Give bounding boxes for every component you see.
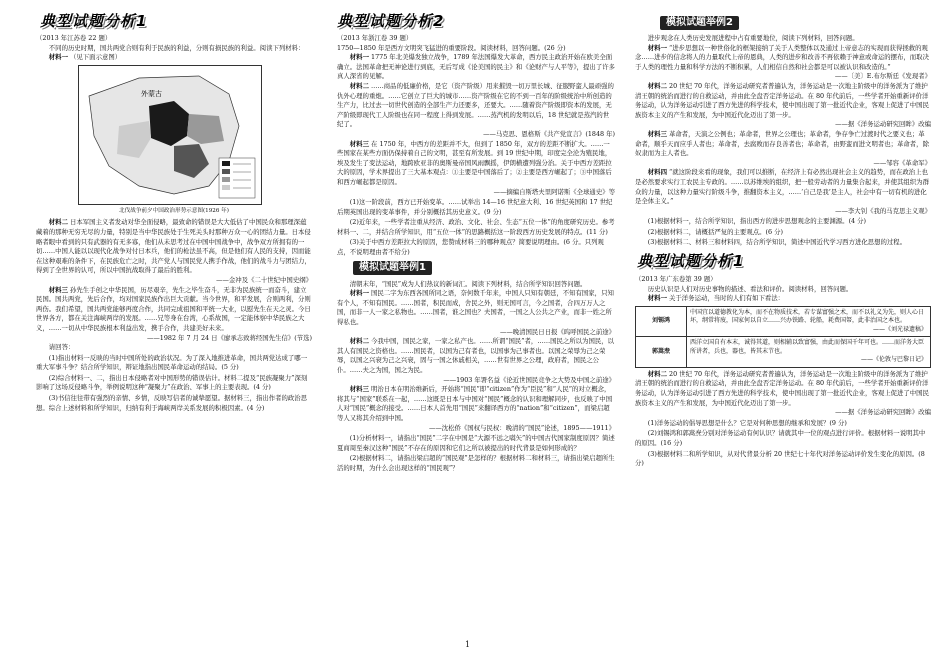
col2-sq1: (1)分析材料一，请指出“国民”二字在中国是“大源不远之嚆矢”的中国古代国家制度原因？简述夏商周至秦汉这种“国民”不存在的原因和它们之所以被提出的时代背景是如何形成的？ — [337, 434, 615, 452]
col3-sub-banner: 典型试题分析1 — [637, 252, 745, 271]
col3-m4-src: ——李大钊《我的马克思主义观》 — [835, 206, 931, 215]
map-graphic — [79, 66, 261, 204]
col2-sub-banner: 模拟试题举例1 — [353, 261, 432, 275]
col3-m2-src: ——据《洋务运动研究回眸》改编 — [835, 120, 931, 129]
column-3 — [635, 34, 931, 469]
col2-s3-text: 明治日本在明治维新后，开始将“国民”即“citizen”作为“臣民”和“人民”的对立概念，将其与“国家”联系在一起，……这既是日本与中国对“国民”概念的认识和理解同步，也反映了中国人对“国民”概念的接受。……日本人首先用“国民”来翻译西方的“nation”和“citizen”，而梁启超等人又将其介绍到中国。 — [337, 385, 613, 422]
col1-m3-label: 材料三 — [48, 285, 68, 294]
col3-intro2: 历史认识是人们对历史事物的描述、看法和评价。阅读材料，回答问题。 — [647, 284, 853, 293]
map-caption: 北伐战争前夕中国政治形势示意图(1926 年) — [119, 207, 229, 214]
col1-q3: (3)书信往往带有强烈的亲情、乡情，反映写信者的诚挚愿望。据材料三，指出作者的政治思想。综合上述材料和所学知识，归纳有利于海峡两岸关系发展的积极因素。(4 分) — [36, 394, 308, 412]
table-head-cell: 郭嵩焘 — [636, 337, 687, 368]
col3-m1-label: 材料一 — [647, 43, 667, 52]
opinion-table — [635, 306, 931, 368]
col2-q1: (1)这一阶段前，西方已开始变革。……试举出 14—16 世纪意大利、16 世纪英国和 17 世纪后期英国出现的变革事件，并分别概括其历史意义。(9 分) — [337, 198, 613, 216]
col3-m2b-src: ——据《洋务运动研究回眸》改编 — [835, 408, 931, 417]
col3-q1: (1)根据材料一，结合所学知识，指出西方的进步思想观念的主要渊源。(4 分) — [647, 217, 867, 226]
table-row — [636, 306, 931, 337]
col2-q2: (2)近年来，一些学者注重从经济、政治、文化、社会、生态“五位一体”的角度研究历史。参考材料一、二，并结合所学知识，用“五位一体”的思路概括这一阶段西方历史发展的特点。(11 分) — [337, 218, 615, 236]
page-number: 1 — [465, 640, 471, 649]
col2-s2-text: 今我中国，国民之家，一家之私产也。……所谓“国民”者，……国民之所以为国民，以其人有国民之资格也。……国民者，以国为己有者也，以国事为己事者也。以国之荣辱为己之荣辱，以国之兴衰为己之兴衰，固与一国之休戚相关，……世有世界之公理，政府者，国民之公仆。……夫之为国，国之为民。 — [337, 337, 615, 374]
col3-m3-text: 革命者，天演之公例也；革命者，世界之公理也；革命者，争存争亡过渡时代之要义也；革命者，顺乎天而应乎人者也；革命者，去腐败而存良善者也；革命者，由野蛮而进文明者也；革命者，除奴隶而为主人者也。 — [635, 129, 929, 158]
col1-banner: 典型试题分析1 — [40, 12, 148, 30]
col1-ask: 请回答： — [48, 343, 75, 352]
col1-m1-note: （见下面示意图） — [70, 53, 122, 62]
col2-m1-text: 1775 年北美爆发独立战争，1789 年法国爆发大革命，西方民主政治开始在欧美全面确立。法国革命把无神论进行到底，无后写成《论美国的民主》和《论财产与人平等》，提出了许多真人深省的见解。 — [337, 53, 615, 81]
col3-q2: (2)根据材料二，请概括严复的主要观点。(6 分) — [647, 227, 783, 236]
table-cell-src: ——《刘光禄遗稿》 — [872, 325, 927, 333]
col1-m2-src: ——金冲及《二十世纪中国史纲》 — [216, 275, 312, 284]
col1-q1: (1)指出材料一反映的当时中国所处的政治状况。为了深入地推进革命，国共两党达成了哪一重大军事斗争？结合所学知识，辩证地指出国民革命运动的结局。(5 分) — [36, 353, 308, 372]
col2-s1-src: ——晚清国民日日报《呜呼国民之前途》 — [499, 327, 615, 336]
col1-m2-label: 材料二 — [48, 218, 68, 227]
col3-m4-text: “就这阶段来看的现象，我们可以推断，在经济上有必然出现社会主义的趋势，而在政治上也是必然要求实行工农民主专政的。……以苏维埃的组织，把一般劳动者的力量集合起来，并使其组织为群众的力量，以这种力量实行阶级斗争，推翻资本主义，……‘自己是我’是主人，社会中有一切有机的进化是全体主义。” — [635, 168, 929, 206]
column-1 — [36, 34, 312, 413]
col1-intro: 不同的历史时期，国共两党合则有利于民族的利益，分则有损民族的利益。阅读下列材料： — [48, 43, 305, 52]
col3-m3-src: ——邹容《革命军》 — [873, 158, 931, 167]
table-cell-text: 西洋立国自有本末，诚得其道，则相辅以致富强，由此而保国千年可也。……而洋务大臣所讲者，兵也，器也，皆其末节也。 — [690, 339, 925, 355]
col3-q3: (3)根据材料二、材料三和材料四，结合所学知识，简述中国近代学习西方进化思想的过程。 — [647, 238, 907, 247]
col3-m2-text: 20 世纪 70 年代，洋务运动研究者普遍认为，洋务运动是一次地主阶级中的洋务派为了维护清王朝的统治而进行的自救运动，并由此全盘否定洋务运动。在 80 年代前后，一些学者开始重新评价洋务运动，认为洋务运动引进了西方先进的科学技术，使中国出现了第一批近代企业，客观上促进了中国民族资本主义的产生和发展，为中国近代化迈出了第一步。 — [635, 81, 929, 119]
table-head-cell: 刘锡鸿 — [636, 306, 687, 337]
col2-s3-src: ——沈松侨《国权与民权：晚清的“国民”论述，1895——1911》 — [428, 423, 615, 432]
col3-q5: (2)刘锡鸿和郭嵩焘分别对洋务运动有何认识？请就其中一位的观点进行评价。根据材料一说明其中的原因。(16 分) — [635, 429, 926, 447]
col2-q3: (3)关于中西方差距拉大的原因，您赞成材料三的哪种观点？简要说明理由。(6 分。只列观点，不说明理由者不给分) — [337, 238, 604, 257]
col2-m3-src: ——摘编自斯塔夫里阿诺斯《全球通史》等 — [493, 187, 615, 196]
col2-s2-src: ——1903 年署名益《论近世国民竞争之大势及中国之前途》 — [443, 375, 615, 384]
col3-intro: 进步观念在人类历史发展进程中占有重要地位，阅读下列材料，回答问题。 — [647, 34, 859, 42]
map-label-outer: 外蒙古 — [141, 89, 162, 98]
table-cell — [687, 306, 931, 337]
col3-m4-label: 材料四 — [647, 168, 667, 177]
column-2 — [337, 34, 615, 474]
col3-banner: 模拟试题举例2 — [660, 16, 739, 30]
col3-m1-text: “进步思想以一种世俗化的框架接纳了关于人类整体以及通过上帝意志的实现而获得拯救的观念……进步的信念将人的力量取代上帝的恩典，人类的进步和改善不再依赖于神意或命运的摆布，而取决于人类的理性力量和科学方法的不断积累，人们相信自然和社会都是可以被认识和改造的。” — [635, 43, 929, 71]
col3-m2b-text: 20 世纪 70 年代，洋务运动研究者普遍认为，洋务运动是一次地主阶级中的洋务派为了维护清王朝的统治而进行的自救运动，并由此全盘否定洋务运动。在 80 年代前后，一些学者开始重新评价洋务运动，认为洋务运动引进了西方先进的科学技术，使中国出现了第一批近代企业，客观上促进了中国民族资本主义的产生和发展，为中国近代化迈出了第一步。 — [635, 369, 929, 407]
col2-sub-intro: 清朝末年，“国民”成为人们热议的新词汇。阅读下列材料，结合所学知识回答问题。 — [349, 279, 587, 288]
col2-m3-label: 材料三 — [349, 139, 369, 148]
table-cell-src: ——《伦敦与巴黎日记》 — [860, 356, 927, 364]
col2-banner: 典型试题分析2 — [337, 12, 445, 30]
col3-t-label: 材料一 — [647, 294, 667, 303]
col2-s2-label: 材料二 — [349, 337, 369, 346]
col3-m2b-label: 材料二 — [647, 369, 667, 378]
col3-m1-src: ——〔美〕E.布尔斯廷《发现者》 — [834, 72, 931, 81]
table-cell-text: 中国宜以道德教化为本，而不在物质技术，若专谋富强之术，而不以礼义为先，则人心日坏，纲常将废，国家何以自立……兴办铁路、轮船，耗费国帑，此非治国之本也。 — [690, 308, 925, 325]
col2-source: （2013 年浙江卷 39 题） — [337, 34, 413, 42]
col2-m2-src: ——马克思、恩格斯《共产党宣言》(1848 年) — [483, 129, 615, 138]
table-cell — [687, 337, 931, 368]
political-map — [78, 65, 262, 205]
col3-q6: (3)根据材料二和所学知识，从对代背景分析 20 世纪七十年代对洋务运动评价发生变化的原因。(8 分) — [635, 449, 925, 468]
col2-m1-label: 材料一 — [349, 53, 369, 62]
col3-m3-label: 材料三 — [647, 129, 667, 138]
col2-m2-text: ……商品的低廉价格，是它（资产阶级）用来摧毁一切万里长城、征服野蛮人最顽强的仇外心理的重炮。……它创立了巨大的城市……资产阶级在它的不到一百年的阶级统治中所创造的生产力，比过去一切世代创造的全部生产力还要多，还要大。……随着资产阶级即资本的发展，无产阶级即现代工人阶级也在同一程度上得到发展。……蒸汽机的发明以后，18 世纪就是蒸汽的世纪了。 — [337, 81, 614, 129]
col2-s1-label: 材料一 — [349, 289, 369, 298]
col3-source2: （2013 年广东卷第 39 题） — [635, 275, 717, 284]
map-legend — [219, 158, 255, 198]
col2-s3-label: 材料三 — [349, 385, 369, 394]
col2-m3-text: 在 1750 年，中西方的差距并不大，但到了 1850 年，双方的差距不断扩大。……一些国家在某些方面仍保持着自己的文明，甚至有所发展。到 19 世纪中期，印度完全沦为殖民地，埃及发生了变法运动，地跨欧亚非的奥斯曼帝国风雨飘摇，伊朗横遭列强分治。关于中西方差距拉大的原因，学术界提出了三大基本观点：①主要是中国落后了；②主要是西方崛起了；③中国落后和西方崛起都是原因。 — [337, 139, 612, 186]
col1-m3-text: 孙先生手创之中华民国，历尽艰辛，先生之毕生奋斗，无非为民族统一而奋斗，建立民国。国共两党，先后合作，均对国家民族作出巨大贡献。当今世界，和平发展，合则两利，分则两伤。我们希望，国共两党能够再度合作，共同完成祖国和平统一大业，以慰先生在天之灵。今日世界各方，都在关注海峡两岸的发展。……兄等身在台湾，心系故国，一定能体察中华民族之大义，……一切从中华民族根本利益出发，携手合作，共建美好未来。 — [36, 285, 311, 332]
col1-m3-src: ——1982 年 7 月 24 日《廖承志致蒋经国先生信》(节选) — [146, 333, 312, 342]
col3-t-text: 关于洋务运动，当时的人们有如下看法： — [669, 294, 785, 303]
col1-source: （2013 年江苏卷 22 题） — [36, 34, 112, 42]
col2-s1-text: 国民二字为东西各国所同之语，奈何数千年来，中国人只知有朝廷，不知有国家，只知有个人，不知有国民。……国者，积民而成，舍民之外，则无国可言，今之国者，合四万万人之国，而非一人一家之私物也。……国者，谁之国也？夫国者，一国之人公共之产业，而非一姓之所得私也。 — [337, 289, 614, 327]
col1-q2: (2)综合材料一、二，指出日本侵略者对中国形势的错误估计。材料二提及“民族凝聚力”深刻影响了这场反侵略斗争，举例说明这种“凝聚力”在政治、军事上的主要表现。(4 分) — [36, 373, 308, 392]
col2-intro: 1750—1850 年是西方文明突飞猛进的重要阶段。阅读材料，回答问题。(26 分) — [337, 43, 566, 52]
col3-q4: (1)洋务运动的倡导思想是什么？它是对何种思想的继承和发展？(9 分) — [647, 418, 847, 427]
col1-m1-label: 材料一 — [48, 53, 68, 62]
col2-sq2: (2)根据材料二，请指出梁启超的“国民观”是怎样的？根据材料二和材料三，请指出梁启超所生活的时期，为什么会出现这样的“国民观”？ — [337, 454, 615, 472]
col1-m2-text: 日本军国主义者发动对华全面侵略，最致命的错误是大大低估了中国民众和那理深蕴藏着的那种无穷无尽的力量，特别是当中华民族处于生死关头时那种万众一心的团结力量。日本侵略者眼中看到的只有武器的有无多寡，他们从未思考过在中国中国战争中，战争双方所拥有的一切……中国人能以以现代化战争对付日本兵，他们的枪法虽不高，但是他们有人民的支持，因而能在这种艰难的条件下，在民族危亡之时，共产党人与国民党人携手作战，他们的战斗力与团结力，得到了全世界的认可，所以中国抗战取得了最后的胜利。 — [36, 218, 311, 275]
table-row — [636, 337, 931, 368]
col3-m2-label: 材料二 — [647, 81, 667, 90]
col2-m2-label: 材料二 — [349, 81, 369, 90]
